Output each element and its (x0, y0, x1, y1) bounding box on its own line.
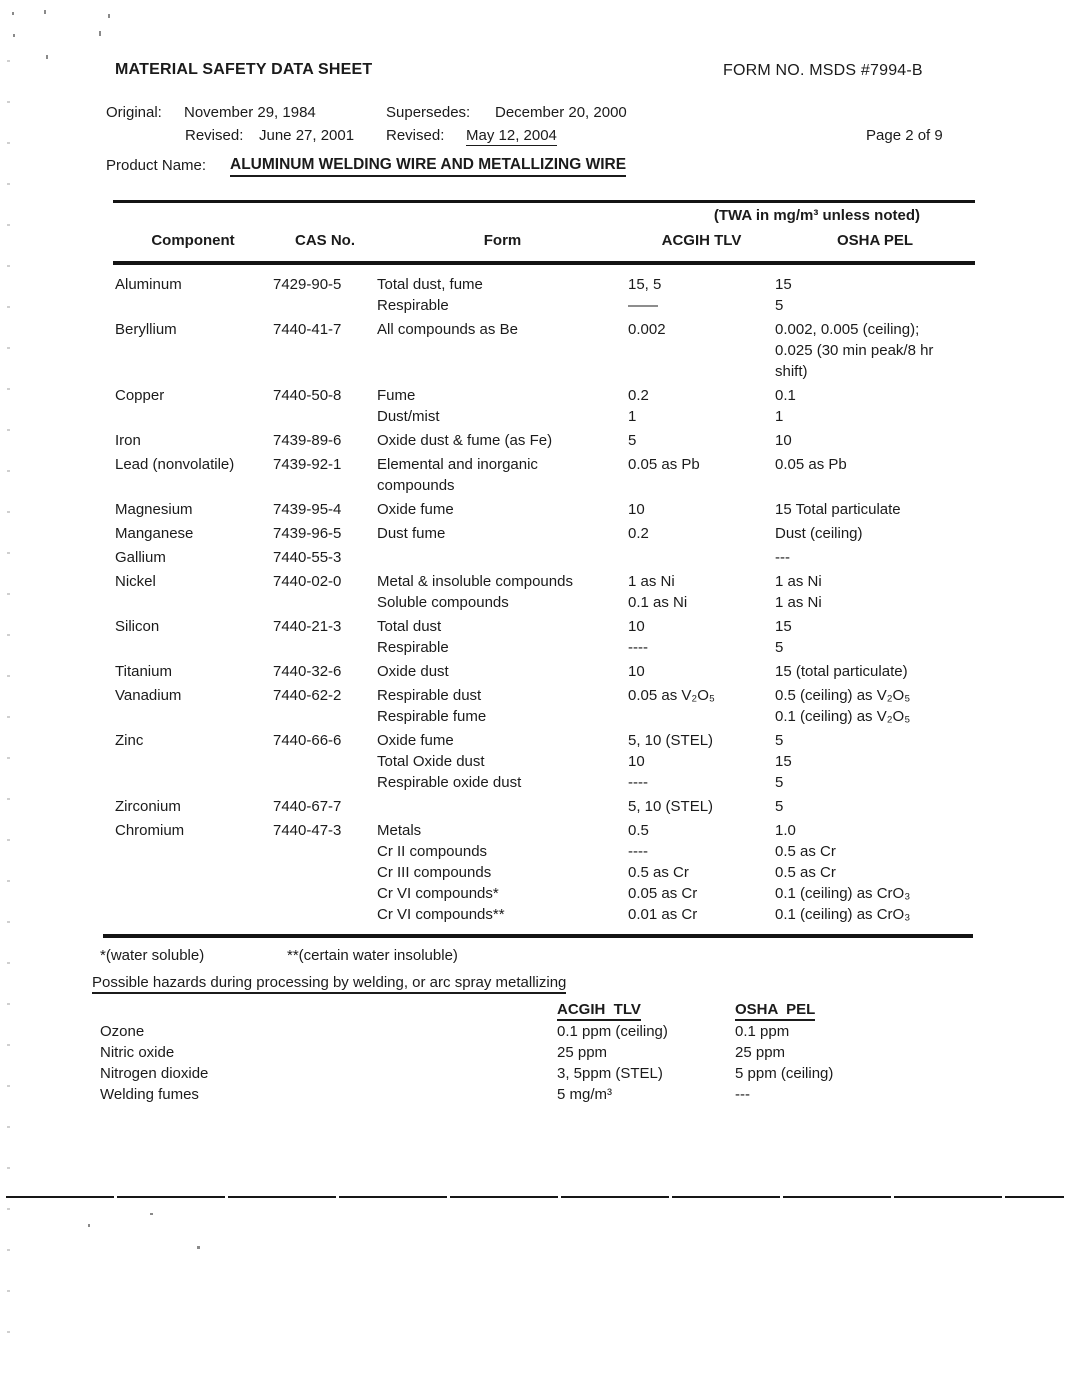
col-header-cas: CAS No. (295, 232, 355, 249)
tlv-cell: 0.05 as Pb (628, 456, 700, 473)
cas-number: 7440-55-3 (273, 549, 342, 566)
hazard-name: Ozone (100, 1023, 145, 1040)
cas-number: 7439-89-6 (273, 432, 342, 449)
form-cell: Dust/mist (377, 408, 440, 425)
pel-cell: 0.1 (ceiling) as CrO₃ (775, 906, 911, 923)
tlv-cell: 10 (628, 753, 645, 770)
hazards-table (100, 1021, 833, 1105)
units-note: (TWA in mg/m³ unless noted) (713, 207, 920, 224)
table-body (113, 265, 975, 925)
pel-cell: 1 as Ni (775, 594, 822, 611)
table-row-copper (113, 385, 975, 427)
pel-cell: 0.05 as Pb (775, 456, 847, 473)
supersedes-date: December 20, 2000 (495, 104, 627, 121)
revised-label-1: Revised: (185, 127, 244, 144)
tlv-cell: 1 (628, 408, 637, 425)
hazards-acgih-tlv-header: ACGIH TLV (557, 1001, 641, 1021)
form-cell: Dust fume (377, 525, 446, 542)
form-cell: Cr III compounds (377, 864, 492, 881)
hazards-osha-pel-header: OSHA PEL (735, 1001, 815, 1021)
tlv-cell: 10 (628, 663, 645, 680)
pel-cell: 15 (775, 618, 792, 635)
pel-cell: 15 Total particulate (775, 501, 901, 518)
tlv-cell: 0.05 as V₂O₅ (628, 687, 715, 704)
pel-cell: 5 (775, 798, 784, 815)
tlv-cell: 0.05 as Cr (628, 885, 698, 902)
tlv-cell: 0.2 (628, 525, 649, 542)
page-bottom-separator-line (6, 1196, 1064, 1198)
table-row-zinc (113, 730, 975, 793)
component-name: Vanadium (115, 687, 182, 704)
cas-number: 7439-92-1 (273, 456, 342, 473)
cas-number: 7440-02-0 (273, 573, 342, 590)
footnote-water-soluble: *(water soluble) (100, 947, 205, 964)
tlv-cell: 0.2 (628, 387, 649, 404)
pel-cell: 1 (775, 408, 784, 425)
tlv-cell: 10 (628, 501, 645, 518)
table-row-vanadium (113, 685, 975, 727)
revised-date-2: May 12, 2004 (466, 127, 557, 144)
pel-cell: 0.002, 0.005 (ceiling); 0.025 (30 min peak/8 hr shift) (775, 321, 934, 380)
table-row-chromium (113, 820, 975, 925)
form-cell: Respirable oxide dust (377, 774, 522, 791)
original-date: November 29, 1984 (184, 104, 316, 121)
component-name: Manganese (115, 525, 194, 542)
form-number: FORM NO. MSDS #7994-B (723, 62, 923, 79)
tlv-cell: 10 (628, 618, 645, 635)
form-cell: Respirable (377, 639, 449, 656)
form-cell: Oxide fume (377, 732, 454, 749)
tlv-cell: ---- (628, 639, 648, 656)
form-cell: Respirable fume (377, 708, 487, 725)
pel-cell: 0.1 (ceiling) as CrO₃ (775, 885, 911, 902)
pel-cell: 1 as Ni (775, 573, 822, 590)
form-cell: Total dust (377, 618, 442, 635)
hazard-name: Welding fumes (100, 1086, 199, 1103)
tlv-cell: 5, 10 (STEL) (628, 732, 714, 749)
form-cell: Cr VI compounds** (377, 906, 505, 923)
hazard-tlv: 3, 5ppm (STEL) (557, 1065, 663, 1082)
tlv-cell: —— (628, 297, 658, 314)
cas-number: 7429-90-5 (273, 276, 342, 293)
table-row-zirconium (113, 796, 975, 817)
component-name: Gallium (115, 549, 166, 566)
supersedes-label: Supersedes: (386, 104, 471, 121)
form-cell: Metals (377, 822, 422, 839)
cas-number: 7440-67-7 (273, 798, 342, 815)
cas-number: 7440-47-3 (273, 822, 342, 839)
component-name: Copper (115, 387, 165, 404)
hazard-tlv: 25 ppm (557, 1044, 608, 1061)
col-header-component: Component (151, 232, 235, 249)
form-cell: Total dust, fume (377, 276, 483, 293)
pel-cell: 0.5 (ceiling) as V₂O₅ (775, 687, 911, 704)
pel-cell: 15 (775, 753, 792, 770)
revised-date-1: June 27, 2001 (259, 127, 355, 144)
table-row-lead (113, 454, 975, 496)
tlv-cell: 5 (628, 432, 637, 449)
cas-number: 7440-21-3 (273, 618, 342, 635)
component-name: Chromium (115, 822, 185, 839)
form-cell: Fume (377, 387, 416, 404)
form-cell: Respirable dust (377, 687, 482, 704)
component-name: Iron (115, 432, 141, 449)
component-name: Nickel (115, 573, 156, 590)
tlv-cell: 1 as Ni (628, 573, 675, 590)
hazard-name: Nitrogen dioxide (100, 1065, 209, 1082)
form-cell: Cr II compounds (377, 843, 488, 860)
hazard-pel: --- (735, 1086, 750, 1103)
hazard-pel: 25 ppm (735, 1044, 786, 1061)
hazards-section-heading: Possible hazards during processing by welding, or arc spray metallizing (92, 974, 566, 994)
tlv-cell: 0.002 (628, 321, 666, 338)
table-row-silicon (113, 616, 975, 658)
tlv-cell: 5, 10 (STEL) (628, 798, 714, 815)
form-cell: Cr VI compounds* (377, 885, 499, 902)
pel-cell: 0.5 as Cr (775, 864, 836, 881)
tlv-cell: 0.01 as Cr (628, 906, 698, 923)
hazard-tlv: 0.1 ppm (ceiling) (557, 1023, 668, 1040)
cas-number: 7440-50-8 (273, 387, 342, 404)
form-cell: All compounds as Be (377, 321, 518, 338)
form-cell (377, 796, 628, 817)
cas-number: 7440-32-6 (273, 663, 342, 680)
col-header-form: Form (483, 232, 522, 249)
pel-cell: --- (775, 549, 790, 566)
table-bottom-rule (103, 934, 973, 938)
component-name: Silicon (115, 618, 160, 635)
form-cell: Soluble compounds (377, 594, 509, 611)
document-title: MATERIAL SAFETY DATA SHEET (115, 61, 373, 78)
page-indicator: Page 2 of 9 (866, 127, 943, 144)
table-row-manganese (113, 523, 975, 544)
table-header-row (113, 229, 975, 253)
component-name: Magnesium (115, 501, 193, 518)
pel-cell: 5 (775, 297, 784, 314)
pel-cell: Dust (ceiling) (775, 525, 863, 542)
pel-cell: 0.5 as Cr (775, 843, 836, 860)
original-label: Original: (106, 104, 162, 121)
table-row-nickel (113, 571, 975, 613)
table-row-aluminum (113, 274, 975, 316)
product-name-label: Product Name: (106, 157, 207, 174)
form-cell: Elemental and inorganic compounds (377, 456, 538, 494)
tlv-cell (628, 547, 775, 568)
tlv-cell: 0.5 (628, 822, 649, 839)
cas-number: 7440-62-2 (273, 687, 342, 704)
form-cell: Total Oxide dust (377, 753, 485, 770)
product-name: ALUMINUM WELDING WIRE AND METALLIZING WIRE (230, 156, 626, 177)
component-name: Aluminum (115, 276, 182, 293)
cas-number: 7439-96-5 (273, 525, 342, 542)
table-row-titanium (113, 661, 975, 682)
hazard-pel: 5 ppm (ceiling) (735, 1065, 834, 1082)
form-cell: Oxide dust & fume (as Fe) (377, 432, 553, 449)
form-cell: Oxide dust (377, 663, 449, 680)
tlv-cell (628, 706, 775, 727)
pel-cell: 5 (775, 732, 784, 749)
tlv-cell: ---- (628, 774, 648, 791)
pel-cell: 15 (total particulate) (775, 663, 908, 680)
tlv-cell: 0.1 as Ni (628, 594, 688, 611)
pel-cell: 10 (775, 432, 792, 449)
hazard-pel: 0.1 ppm (735, 1023, 790, 1040)
tlv-cell: 0.5 as Cr (628, 864, 689, 881)
cas-number: 7439-95-4 (273, 501, 342, 518)
exposure-limits-table (113, 200, 975, 925)
table-row-gallium (113, 547, 975, 568)
form-cell: Metal & insoluble compounds (377, 573, 573, 590)
pel-cell: 5 (775, 774, 784, 791)
cas-number: 7440-66-6 (273, 732, 342, 749)
pel-cell: 0.1 (775, 387, 796, 404)
component-name: Zinc (115, 732, 144, 749)
col-header-osha-pel: OSHA PEL (836, 232, 914, 249)
pel-cell: 5 (775, 639, 784, 656)
component-name: Zirconium (115, 798, 181, 815)
hazard-name: Nitric oxide (100, 1044, 175, 1061)
pel-cell: 15 (775, 276, 792, 293)
component-name: Lead (nonvolatile) (115, 456, 235, 473)
footnote-water-insoluble: **(certain water insoluble) (287, 947, 458, 964)
tlv-cell: 15, 5 (628, 276, 662, 293)
col-header-acgih-tlv: ACGIH TLV (661, 232, 742, 249)
revised-label-2: Revised: (386, 127, 445, 144)
tlv-cell: ---- (628, 843, 648, 860)
component-name: Titanium (115, 663, 172, 680)
form-cell: Oxide fume (377, 501, 454, 518)
cas-number: 7440-41-7 (273, 321, 342, 338)
table-row-iron (113, 430, 975, 451)
form-cell (377, 547, 628, 568)
component-name: Beryllium (115, 321, 177, 338)
table-row-beryllium (113, 319, 975, 382)
pel-cell: 0.1 (ceiling) as V₂O₅ (775, 708, 911, 725)
table-row-magnesium (113, 499, 975, 520)
form-cell: Respirable (377, 297, 449, 314)
hazard-tlv: 5 mg/m³ (557, 1086, 613, 1103)
pel-cell: 1.0 (775, 822, 796, 839)
